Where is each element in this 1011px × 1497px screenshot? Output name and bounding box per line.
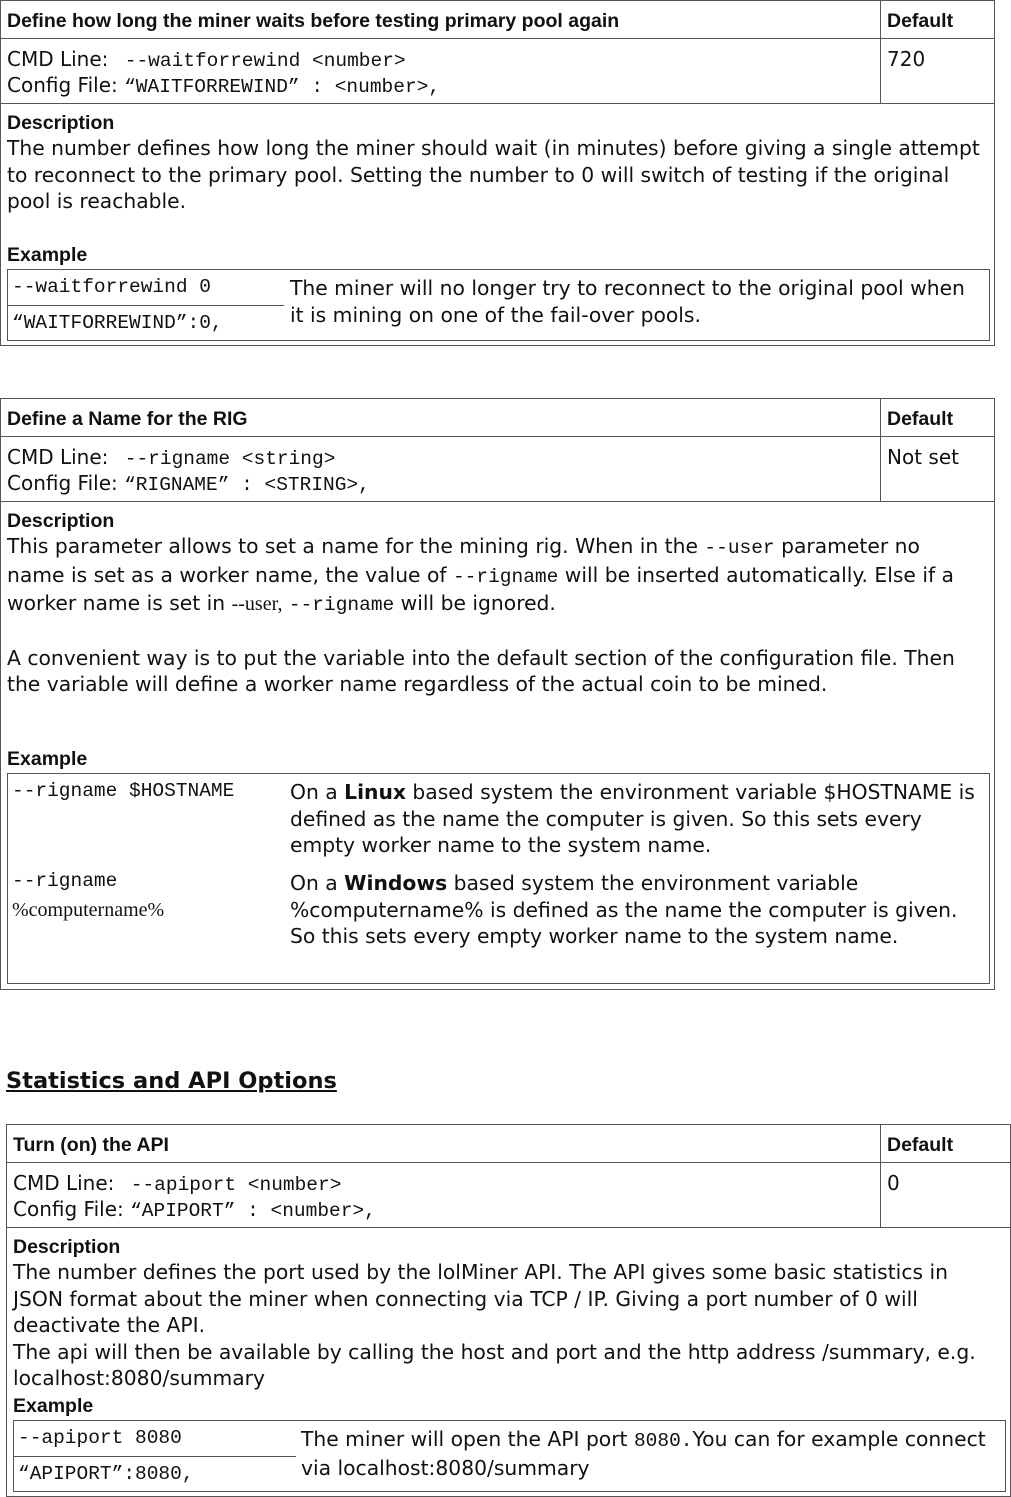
config-value: “RIGNAME” : <STRING>,	[124, 474, 370, 496]
default-header: Default	[887, 1134, 954, 1156]
cmd-label: CMD Line:	[7, 47, 109, 71]
config-line	[7, 73, 440, 98]
description-paragraph-2: A convenient way is to put the variable into the default section of the configuration file. Then the variable will define a worker name regardless of the actual coin to be mined.	[7, 645, 955, 696]
description-heading: Description	[7, 510, 115, 532]
example-2-code: --rigname	[12, 870, 118, 892]
cmd-value: --apiport <number>	[130, 1174, 342, 1196]
default-value: 720	[887, 47, 926, 71]
option-title: Define how long the miner waits before testing primary pool again	[7, 10, 620, 32]
option-apiport	[6, 1124, 1011, 1497]
cmd-line	[7, 47, 406, 72]
default-header: Default	[887, 10, 954, 32]
example-divider	[8, 305, 284, 306]
config-value: “WAITFORREWIND” : <number>,	[124, 76, 441, 98]
example-1-explanation: On a Linux based system the environment variable $HOSTNAME is defined as the name the computer is given. So this sets every empty worker name to the system name.	[290, 780, 975, 857]
config-line	[7, 471, 370, 496]
option-header	[7, 1125, 1010, 1163]
cmd-line	[13, 1171, 341, 1196]
option-rigname	[0, 398, 995, 990]
cmd-value: --waitforrewind <number>	[124, 50, 406, 72]
config-label: Config File:	[7, 471, 118, 495]
description-paragraph-2: The api will then be available by calling the host and port and the http address /summary, e.g. localhost:8080/summary	[13, 1339, 976, 1390]
cmd-value: --rigname <string>	[124, 448, 336, 470]
example-heading: Example	[7, 748, 88, 770]
example-divider	[14, 1456, 296, 1457]
example-box	[13, 1420, 1006, 1492]
description-text: The number defines how long the miner should wait (in minutes) before giving a single attempt to reconnect to the primary pool. Setting the number to 0 will switch of testing if the original pool is reachable.	[7, 136, 980, 213]
option-title: Define a Name for the RIG	[7, 408, 248, 430]
option-header	[1, 399, 994, 437]
cmd-label: CMD Line:	[13, 1171, 115, 1195]
command-row	[7, 1163, 1010, 1228]
config-value: “APIPORT” : <number>,	[130, 1200, 376, 1222]
example-box	[7, 773, 990, 984]
command-row	[1, 437, 994, 502]
default-header: Default	[887, 408, 954, 430]
example-heading: Example	[7, 244, 88, 266]
inline-code-rigname-2: --rigname	[288, 594, 395, 616]
inline-code-rigname: --rigname	[452, 565, 559, 588]
example-config: “WAITFORREWIND”:0,	[12, 312, 223, 334]
command-row	[1, 39, 994, 104]
inline-code-port: 8080.	[633, 1430, 693, 1452]
example-explanation: The miner will open the API port 8080.You can for example connect via localhost:8080/summary	[301, 1427, 986, 1480]
cmd-line	[7, 445, 335, 470]
example-config: “APIPORT”:8080,	[18, 1463, 194, 1485]
option-title: Turn (on) the API	[13, 1134, 169, 1156]
inline-user-text: --user,	[231, 593, 283, 615]
config-line	[13, 1197, 376, 1222]
config-label: Config File:	[13, 1197, 124, 1221]
description-text	[13, 1259, 998, 1392]
example-2-code-variable: %computername%	[12, 899, 165, 921]
default-value: Not set	[887, 445, 959, 469]
option-waitforrewind	[0, 0, 995, 346]
example-cmd: --waitforrewind 0	[12, 276, 211, 298]
config-label: Config File:	[7, 73, 118, 97]
example-2-explanation: On a Windows based system the environment variable %computername% is defined as the name the computer is given. So this sets every empty worker name to the system name.	[290, 871, 958, 948]
cmd-label: CMD Line:	[7, 445, 109, 469]
section-title: Statistics and API Options	[6, 1068, 337, 1094]
description-text	[7, 533, 982, 698]
windows-label: Windows	[344, 871, 448, 895]
description-heading: Description	[13, 1236, 121, 1258]
option-header	[1, 1, 994, 39]
linux-label: Linux	[344, 780, 406, 804]
description-heading: Description	[7, 112, 115, 134]
description-paragraph-1: This parameter allows to set a name for the mining rig. When in the --user parameter no name is set as a worker name, the value of --rigname will be inserted automatically. Else if a worker name is set in --user, --rigname will be ignored.	[7, 534, 954, 616]
example-1-code: --rigname $HOSTNAME	[12, 780, 235, 802]
example-cmd: --apiport 8080	[18, 1427, 182, 1449]
example-explanation: The miner will no longer try to reconnect to the original pool when it is mining on one of the fail-over pools.	[290, 276, 965, 327]
description-paragraph-1: The number defines the port used by the lolMiner API. The API gives some basic statistics in JSON format about the miner when connecting via TCP / IP. Giving a port number of 0 will deactivate the API.	[13, 1260, 948, 1337]
example-heading: Example	[13, 1395, 94, 1417]
inline-code-user: --user	[704, 537, 775, 559]
default-value: 0	[887, 1171, 900, 1195]
example-box	[7, 269, 990, 341]
